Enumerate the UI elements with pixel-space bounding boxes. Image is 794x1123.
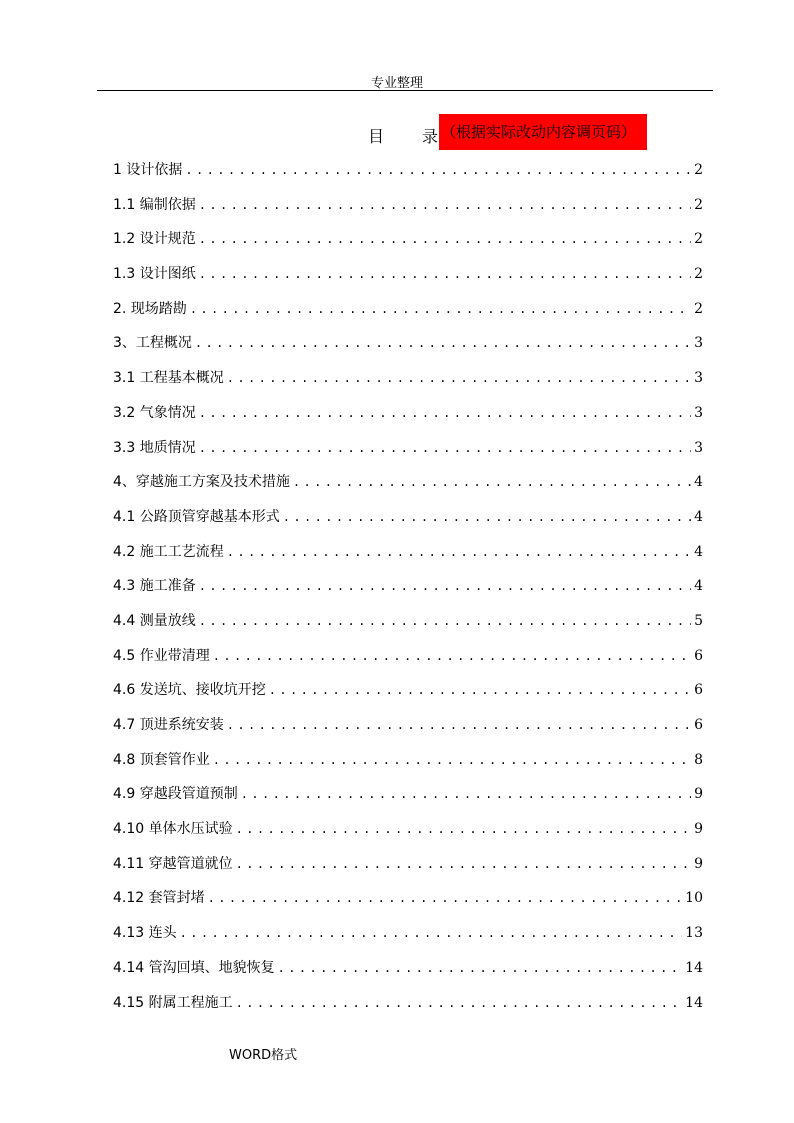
toc-entry-page: 14 xyxy=(685,994,703,1011)
toc-entry-label: 4.12 套管封堵 xyxy=(113,890,205,907)
toc-entry[interactable] xyxy=(113,361,703,396)
toc-entry-label: 4.5 作业带清理 xyxy=(113,647,210,664)
toc-dot-leader xyxy=(236,812,691,847)
toc-title-char-2: 录 xyxy=(422,127,439,146)
toc-entry[interactable] xyxy=(113,847,703,882)
toc-entry[interactable] xyxy=(113,639,703,674)
toc-entry[interactable] xyxy=(113,431,703,466)
toc-entry-label: 4.15 附属工程施工 xyxy=(113,994,233,1011)
toc-entry[interactable] xyxy=(113,673,703,708)
toc-entry-page: 2 xyxy=(694,196,703,213)
toc-dot-leader xyxy=(199,604,691,639)
toc-entry-page: 9 xyxy=(694,821,703,838)
toc-entry-page: 6 xyxy=(694,717,703,733)
toc-dot-leader xyxy=(199,257,691,292)
toc-entry-page: 8 xyxy=(694,751,703,768)
toc-entry[interactable] xyxy=(113,881,703,916)
toc-entry[interactable] xyxy=(113,604,703,639)
toc-entry-page: 9 xyxy=(694,855,703,872)
toc-entry-page: 3 xyxy=(694,335,703,352)
toc-dot-leader xyxy=(293,465,691,500)
toc-dot-leader xyxy=(283,500,691,535)
toc-entry[interactable] xyxy=(113,326,703,361)
toc-entry-label: 4.1 公路顶管穿越基本形式 xyxy=(113,508,280,525)
toc-entry[interactable] xyxy=(113,535,703,570)
toc-dot-leader xyxy=(190,292,691,327)
toc-entry-label: 4.8 顶套管作业 xyxy=(113,751,210,768)
toc-entry[interactable] xyxy=(113,743,703,778)
toc-entry-page: 4 xyxy=(694,474,703,491)
toc-entry-page: 5 xyxy=(694,612,703,629)
toc-entry-page: 3 xyxy=(694,404,703,421)
toc-entry[interactable] xyxy=(113,916,703,951)
toc-entry-label: 4、穿越施工方案及技术措施 xyxy=(113,474,290,491)
toc-dot-leader xyxy=(227,708,691,743)
toc-entry-page: 6 xyxy=(694,647,703,664)
toc-entry-page: 2 xyxy=(694,266,703,283)
toc-entry[interactable] xyxy=(113,812,703,847)
toc-entry-label: 4.2 施工工艺流程 xyxy=(113,543,224,560)
table-of-contents xyxy=(113,153,703,1020)
header-rule xyxy=(97,90,713,91)
toc-entry[interactable] xyxy=(113,986,703,1021)
toc-entry-label: 4.3 施工准备 xyxy=(113,578,196,595)
toc-entry-label: 4.10 单体水压试验 xyxy=(113,821,233,838)
toc-entry[interactable] xyxy=(113,500,703,535)
toc-entry-page: 10 xyxy=(685,890,703,907)
toc-entry-label: 1.2 设计规范 xyxy=(113,231,196,248)
toc-entry-label: 4.14 管沟回填、地貌恢复 xyxy=(113,959,275,976)
toc-entry-page: 13 xyxy=(685,925,703,942)
toc-entry-label: 4.7 顶进系统安装 xyxy=(113,717,224,733)
toc-dot-leader xyxy=(199,222,691,257)
toc-entry-page: 6 xyxy=(694,682,703,699)
toc-entry[interactable] xyxy=(113,292,703,327)
toc-dot-leader xyxy=(278,951,683,986)
toc-entry[interactable] xyxy=(113,569,703,604)
toc-entry-label: 1.1 编制依据 xyxy=(113,196,196,213)
toc-dot-leader xyxy=(213,639,691,674)
toc-entry[interactable] xyxy=(113,951,703,986)
toc-dot-leader xyxy=(185,153,691,188)
toc-entry-label: 4.9 穿越段管道预制 xyxy=(113,786,238,803)
toc-entry-page: 3 xyxy=(694,370,703,387)
toc-entry[interactable] xyxy=(113,396,703,431)
toc-dot-leader xyxy=(199,431,691,466)
toc-dot-leader xyxy=(269,673,691,708)
toc-dot-leader xyxy=(227,535,691,570)
toc-entry[interactable] xyxy=(113,777,703,812)
toc-entry-label: 4.11 穿越管道就位 xyxy=(113,855,233,872)
toc-dot-leader xyxy=(199,188,691,223)
toc-entry-label: 1 设计依据 xyxy=(113,162,183,178)
toc-entry[interactable] xyxy=(113,465,703,500)
toc-entry-page: 3 xyxy=(694,439,703,456)
toc-entry[interactable] xyxy=(113,708,703,743)
toc-entry-page: 4 xyxy=(694,508,703,525)
toc-entry-page: 2 xyxy=(694,300,703,317)
toc-entry-page: 14 xyxy=(685,959,703,976)
toc-entry-page: 2 xyxy=(694,231,703,248)
page-header: 专业整理 xyxy=(370,76,423,91)
toc-dot-leader xyxy=(227,361,691,396)
toc-dot-leader xyxy=(241,777,691,812)
toc-entry-label: 3.1 工程基本概况 xyxy=(113,370,224,387)
toc-entry-label: 3.3 地质情况 xyxy=(113,439,196,456)
toc-entry[interactable] xyxy=(113,222,703,257)
toc-dot-leader xyxy=(199,396,691,431)
toc-entry-page: 2 xyxy=(694,162,703,178)
toc-entry-label: 3、工程概况 xyxy=(113,335,192,352)
toc-dot-leader xyxy=(195,326,691,361)
toc-entry-page: 4 xyxy=(694,543,703,560)
toc-entry[interactable] xyxy=(113,257,703,292)
toc-entry[interactable] xyxy=(113,153,703,188)
toc-entry[interactable] xyxy=(113,188,703,223)
toc-entry-label: 4.4 测量放线 xyxy=(113,612,196,629)
toc-entry-page: 4 xyxy=(694,578,703,595)
toc-title-char-1: 目 xyxy=(368,127,385,146)
toc-dot-leader xyxy=(213,743,691,778)
toc-dot-leader xyxy=(180,916,683,951)
toc-dot-leader xyxy=(236,986,683,1021)
toc-dot-leader xyxy=(199,569,691,604)
toc-entry-label: 4.13 连头 xyxy=(113,925,177,942)
toc-dot-leader xyxy=(236,847,691,882)
page-footer: WORD格式 xyxy=(229,1048,298,1063)
toc-entry-page: 9 xyxy=(694,786,703,803)
toc-entry-label: 2. 现场踏勘 xyxy=(113,300,187,317)
toc-entry-label: 4.6 发送坑、接收坑开挖 xyxy=(113,682,266,699)
toc-entry-label: 3.2 气象情况 xyxy=(113,404,196,421)
toc-dot-leader xyxy=(208,881,683,916)
toc-entry-label: 1.3 设计图纸 xyxy=(113,266,196,283)
page-number-note: （根据实际改动内容调页码） xyxy=(439,114,647,150)
